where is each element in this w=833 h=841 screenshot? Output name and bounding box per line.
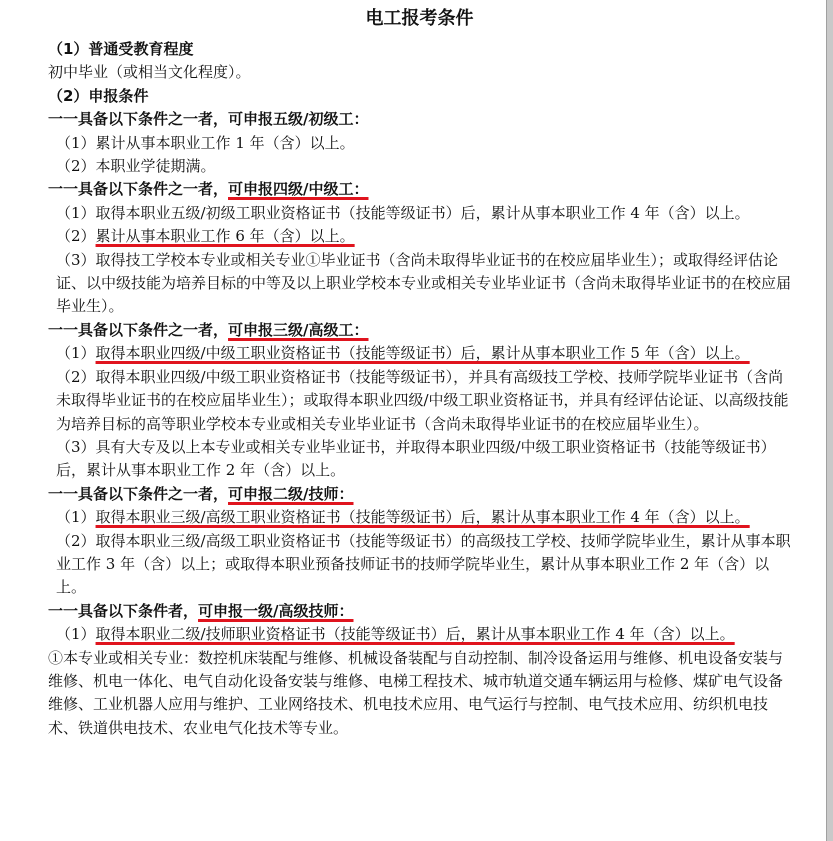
group-heading-level1 (48, 600, 791, 623)
group-level: 可申报五级/初级工： (228, 110, 369, 129)
level2-item-2: （2）取得本职业三级/高级工职业资格证书（技能等级证书）的高级技工学校、技师学院毕业生，累计从事本职业工作 3 年（含）以上；或取得本职业预备技师证书的技师学院毕业生，累计从事本职业工作 2 年（含）以上。 (56, 531, 791, 597)
group-level: 可申报三级/高级工： (228, 320, 369, 339)
level3-item-2: （2）取得本职业四级/中级工职业资格证书（技能等级证书），并具有高级技工学校、技师学院毕业证书（含尚未取得毕业证书的在校应届毕业生）；或取得本职业四级/中级工职业资格证书，并具有经评估论证、以高级技能为培养目标的高等职业学校本专业或相关专业毕业证书（含尚未取得毕业证书的在校应届毕业生）。 (56, 367, 789, 433)
level5-item-2: （2）本职业学徒期满。 (56, 157, 216, 176)
level5-item-1: （1）累计从事本职业工作 1 年（含）以上。 (56, 133, 355, 152)
education-text: 初中毕业（或相当文化程度）。 (48, 63, 251, 82)
item-prefix: （1） (56, 508, 96, 527)
page-title: 电工报考条件 (365, 8, 474, 29)
item-prefix: （2） (56, 227, 96, 246)
footnote-related-majors: ①本专业或相关专业：数控机床装配与维修、机械设备装配与自动控制、制冷设备运用与维修、机电设备安装与维修、机电一体化、电气自动化设备安装与维修、电梯工程技术、城市轨道交通车辆运用与检修、煤矿电气设备维修、工业机器人应用与维护、工业网络技术、机电技术应用、电气运行与控制、电气技术应用、纺织机电技术、铁道供电技术、农业电气化技术等专业。 (48, 648, 784, 737)
section-heading-conditions: （2）申报条件 (48, 86, 149, 105)
item-prefix: （1） (56, 625, 96, 644)
group-heading-level3 (48, 319, 791, 342)
group-level: 可申报一级/高级技师： (198, 601, 354, 620)
window-frame-edge (826, 0, 833, 841)
item-text: 累计从事本职业工作 6 年（含）以上。 (95, 227, 355, 246)
item-text: 取得本职业三级/高级工职业资格证书（技能等级证书）后，累计从事本职业工作 4 年（含）以上。 (95, 508, 750, 527)
level4-item-2 (48, 225, 791, 248)
item-text: 取得本职业二级/技师职业资格证书（技能等级证书）后，累计从事本职业工作 4 年（含）以上。 (95, 625, 735, 644)
level4-item-3: （3）取得技工学校本专业或相关专业①毕业证书（含尚未取得毕业证书的在校应届毕业生）；或取得经评估论证、以中级技能为培养目标的中等及以上职业学校本专业或相关专业毕业证书（含尚未取得毕业证书的在校应届毕业生）。 (56, 250, 792, 316)
group-level: 可申报二级/技师： (228, 484, 354, 503)
group-heading-level4 (48, 178, 791, 201)
group-heading-level2 (48, 483, 791, 506)
level1-item-1 (48, 623, 791, 646)
group-heading-level5 (48, 108, 791, 131)
group-level: 可申报四级/中级工： (228, 180, 369, 199)
level3-item-3: （3）具有大专及以上本专业或相关专业毕业证书，并取得本职业四级/中级工职业资格证书（技能等级证书）后，累计从事本职业工作 2 年（含）以上。 (56, 437, 776, 480)
level2-item-1 (48, 506, 791, 529)
group-lead: 一一具备以下条件者， (48, 601, 199, 620)
group-lead: 一一具备以下条件之一者， (48, 110, 229, 129)
item-prefix: （1） (56, 344, 96, 363)
level4-item-1: （1）取得本职业五级/初级工职业资格证书（技能等级证书）后，累计从事本职业工作 4 年（含）以上。 (56, 203, 750, 222)
group-lead: 一一具备以下条件之一者， (48, 320, 229, 339)
level3-item-1 (48, 342, 791, 365)
item-text: 取得本职业四级/中级工职业资格证书（技能等级证书）后，累计从事本职业工作 5 年（含）以上。 (95, 344, 750, 363)
section-heading-education: （1）普通受教育程度 (48, 40, 194, 58)
group-lead: 一一具备以下条件之一者， (48, 484, 229, 503)
group-lead: 一一具备以下条件之一者， (48, 180, 229, 199)
